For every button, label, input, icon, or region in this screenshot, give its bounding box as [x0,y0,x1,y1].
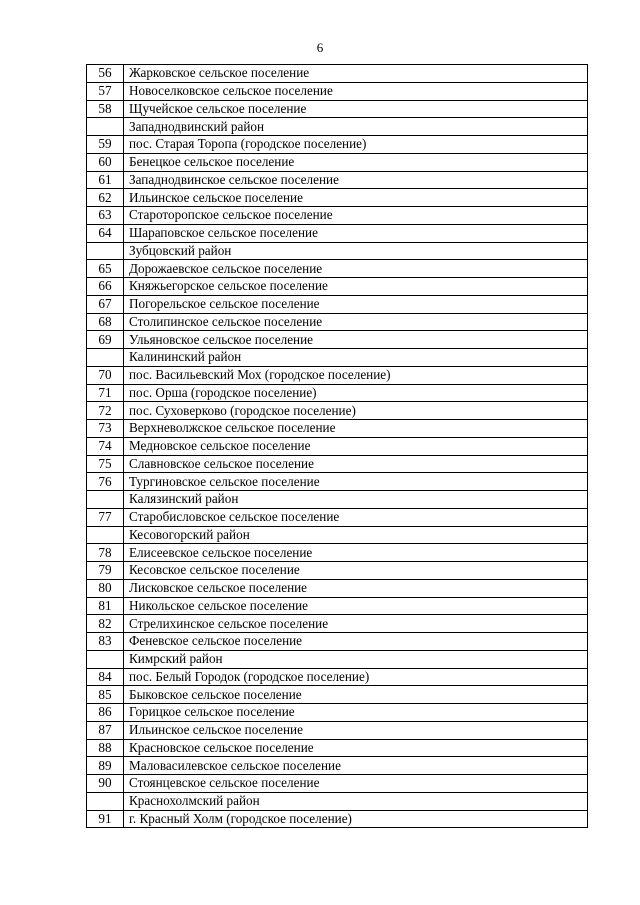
row-number: 83 [87,633,124,651]
settlement-name: Быковское сельское поселение [124,686,588,704]
row-number: 82 [87,615,124,633]
table-row [87,562,588,580]
row-number [87,349,124,367]
table-row [87,473,588,491]
settlement-name: Староторопское сельское поселение [124,207,588,225]
table-row [87,437,588,455]
district-name: Зубцовский район [124,242,588,260]
district-name: Западнодвинский район [124,118,588,136]
row-number: 72 [87,402,124,420]
row-number: 89 [87,757,124,775]
row-number: 58 [87,100,124,118]
table-row [87,171,588,189]
table-body [87,65,588,828]
settlement-name: Княжьегорское сельское поселение [124,278,588,296]
district-header-row [87,349,588,367]
district-name: Краснохолмский район [124,792,588,810]
settlement-name: Бенецкое сельское поселение [124,153,588,171]
row-number: 88 [87,739,124,757]
table-row [87,402,588,420]
settlement-name: Жарковское сельское поселение [124,65,588,83]
row-number: 67 [87,295,124,313]
settlement-name: Ульяновское сельское поселение [124,331,588,349]
settlement-name: Славновское сельское поселение [124,455,588,473]
settlement-name: Стрелихинское сельское поселение [124,615,588,633]
row-number: 69 [87,331,124,349]
row-number: 68 [87,313,124,331]
settlement-name: Верхневолжское сельское поселение [124,420,588,438]
district-name: Кимрский район [124,650,588,668]
row-number: 74 [87,437,124,455]
table-row [87,153,588,171]
district-header-row [87,650,588,668]
settlement-name: Ильинское сельское поселение [124,721,588,739]
settlement-name: Феневское сельское поселение [124,633,588,651]
settlement-name: пос. Васильевский Мох (городское поселение) [124,366,588,384]
settlement-name: пос. Белый Городок (городское поселение) [124,668,588,686]
table-row [87,207,588,225]
row-number [87,650,124,668]
row-number: 60 [87,153,124,171]
settlement-name: Старобисловское сельское поселение [124,508,588,526]
row-number: 56 [87,65,124,83]
table-row [87,82,588,100]
district-name: Калининский район [124,349,588,367]
row-number: 86 [87,704,124,722]
row-number: 73 [87,420,124,438]
table-row [87,260,588,278]
row-number: 59 [87,136,124,154]
row-number [87,491,124,509]
district-header-row [87,242,588,260]
settlement-name: Кесовское сельское поселение [124,562,588,580]
row-number [87,118,124,136]
row-number: 81 [87,597,124,615]
row-number [87,526,124,544]
row-number: 79 [87,562,124,580]
row-number: 90 [87,775,124,793]
table-row [87,597,588,615]
settlement-name: Стоянцевское сельское поселение [124,775,588,793]
table-row [87,668,588,686]
settlement-name: Новоселковское сельское поселение [124,82,588,100]
district-name: Кесовогорский район [124,526,588,544]
row-number: 84 [87,668,124,686]
settlement-name: Ильинское сельское поселение [124,189,588,207]
district-header-row [87,526,588,544]
row-number: 77 [87,508,124,526]
table-row [87,224,588,242]
table-row [87,775,588,793]
page-number: 6 [316,40,324,55]
row-number [87,242,124,260]
table-row [87,721,588,739]
table-row [87,615,588,633]
row-number: 75 [87,455,124,473]
row-number: 71 [87,384,124,402]
table-row [87,579,588,597]
row-number: 70 [87,366,124,384]
table-row [87,384,588,402]
table-row [87,508,588,526]
settlement-name: Красновское сельское поселение [124,739,588,757]
settlement-name: Погорельское сельское поселение [124,295,588,313]
table-row [87,704,588,722]
district-header-row [87,118,588,136]
row-number: 76 [87,473,124,491]
table-row [87,100,588,118]
settlement-name: пос. Орша (городское поселение) [124,384,588,402]
table-row [87,455,588,473]
row-number: 80 [87,579,124,597]
settlement-name: Западнодвинское сельское поселение [124,171,588,189]
table-row [87,420,588,438]
district-header-row [87,792,588,810]
row-number: 64 [87,224,124,242]
table-row [87,295,588,313]
table-row [87,810,588,828]
table-row [87,313,588,331]
table-row [87,189,588,207]
settlement-name: пос. Суховерково (городское поселение) [124,402,588,420]
settlements-table [86,64,588,828]
row-number: 91 [87,810,124,828]
table-row [87,686,588,704]
settlement-name: пос. Старая Торопа (городское поселение) [124,136,588,154]
row-number: 62 [87,189,124,207]
settlement-name: Столипинское сельское поселение [124,313,588,331]
row-number: 66 [87,278,124,296]
settlement-name: Шараповское сельское поселение [124,224,588,242]
row-number: 63 [87,207,124,225]
district-header-row [87,491,588,509]
settlement-name: Дорожаевское сельское поселение [124,260,588,278]
table-row [87,633,588,651]
row-number: 65 [87,260,124,278]
row-number: 87 [87,721,124,739]
settlement-name: Лисковское сельское поселение [124,579,588,597]
settlement-name: Никольское сельское поселение [124,597,588,615]
settlement-name: г. Красный Холм (городское поселение) [124,810,588,828]
table-row [87,136,588,154]
settlement-name: Медновское сельское поселение [124,437,588,455]
settlement-name: Тургиновское сельское поселение [124,473,588,491]
settlement-name: Щучейское сельское поселение [124,100,588,118]
table-row [87,366,588,384]
row-number: 61 [87,171,124,189]
table-row [87,544,588,562]
table-row [87,65,588,83]
table-row [87,331,588,349]
row-number: 78 [87,544,124,562]
row-number: 57 [87,82,124,100]
settlement-name: Елисеевское сельское поселение [124,544,588,562]
row-number: 85 [87,686,124,704]
table-row [87,278,588,296]
row-number [87,792,124,810]
district-name: Калязинский район [124,491,588,509]
settlement-name: Горицкое сельское поселение [124,704,588,722]
table-row [87,739,588,757]
table-row [87,757,588,775]
settlement-name: Маловасилевское сельское поселение [124,757,588,775]
